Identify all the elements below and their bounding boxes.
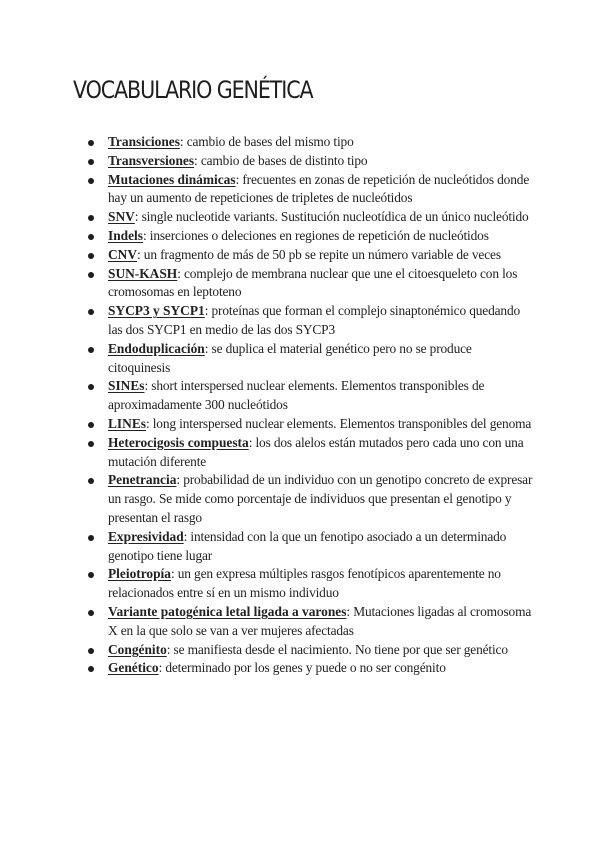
list-item	[86, 471, 536, 527]
vocab-definition: : long interspersed nuclear elements. Elementos transponibles del genoma	[145, 415, 532, 431]
bullet-icon	[88, 140, 94, 146]
vocab-term: SNV	[108, 209, 135, 225]
bullet-icon	[88, 648, 94, 654]
list-item	[86, 528, 536, 566]
list-item	[86, 603, 536, 641]
vocab-term: Indels	[108, 227, 143, 243]
vocab-term: Congénito	[108, 641, 167, 657]
list-item	[86, 133, 536, 152]
list-item	[86, 340, 536, 378]
page-title: VOCABULARIO GENÉTICA	[73, 76, 313, 104]
vocab-term: SUN-KASH	[108, 265, 178, 281]
list-item	[86, 415, 536, 434]
vocab-definition: : los dos alelos están mutados pero cada uno con una mutación diferente	[108, 434, 524, 469]
bullet-icon	[88, 422, 94, 428]
list-item	[86, 227, 536, 246]
vocab-definition: : cambio de bases de distinto tipo	[194, 152, 368, 168]
vocab-definition: : determinado por los genes y puede o no ser congénito	[158, 660, 446, 676]
vocab-definition: : un gen expresa múltiples rasgos fenotípicos aparentemente no relacionados entre sí en un mismo individuo	[108, 566, 501, 601]
bullet-icon	[88, 610, 94, 616]
bullet-icon	[88, 384, 94, 390]
list-item	[86, 659, 536, 678]
vocab-term: Transiciones	[108, 134, 180, 149]
bullet-icon	[88, 272, 94, 278]
vocab-term: Genético	[108, 660, 159, 676]
vocab-term: Penetrancia	[108, 472, 177, 488]
vocabulary-list	[86, 133, 536, 678]
vocab-definition: : single nucleotide variants. Sustitución nucleotídica de un único nucleótido	[134, 209, 529, 225]
vocab-term: Transversiones	[108, 152, 195, 168]
vocab-term: Variante patogénica letal ligada a varones	[108, 603, 347, 619]
list-item	[86, 565, 536, 603]
bullet-icon	[88, 309, 94, 315]
list-item	[86, 171, 536, 209]
vocab-definition: : cambio de bases del mismo tipo	[179, 134, 354, 149]
bullet-icon	[88, 178, 94, 184]
vocab-definition: : proteínas que forman el complejo sinaptonémico quedando las dos SYCP1 en medio de las dos SYCP3	[108, 303, 521, 337]
vocab-term: SYCP3 y SYCP1	[108, 303, 205, 319]
bullet-icon	[88, 572, 94, 578]
list-item	[86, 434, 536, 472]
list-item	[86, 246, 536, 265]
list-item	[86, 152, 536, 171]
bullet-icon	[88, 666, 94, 672]
list-item	[86, 377, 536, 415]
vocab-term: CNV	[108, 246, 138, 262]
vocab-definition: : frecuentes en zonas de repetición de nucleótidos donde hay un aumento de repeticiones de tripletes de nucleótidos	[108, 171, 530, 206]
list-item	[86, 208, 536, 227]
bullet-icon	[88, 441, 94, 447]
bullet-icon	[88, 535, 94, 541]
bullet-icon	[88, 253, 94, 259]
bullet-icon	[88, 478, 94, 484]
vocab-term: Pleiotropía	[108, 566, 171, 582]
list-item	[86, 641, 536, 660]
vocab-definition: : un fragmento de más de 50 pb se repite un número variable de veces	[137, 246, 501, 262]
vocab-term: Expresividad	[108, 528, 184, 544]
vocab-definition: : complejo de membrana nuclear que une el citoesqueleto con los cromosomas en leptoteno	[108, 265, 518, 300]
bullet-icon	[88, 159, 94, 165]
vocab-definition: : Mutaciones ligadas al cromosoma X en la que solo se van a ver mujeres afectadas	[108, 603, 532, 638]
list-item	[86, 265, 536, 303]
vocab-definition: : short interspersed nuclear elements. Elementos transponibles de aproximadamente 300 nucleótidos	[108, 378, 485, 413]
vocab-definition: : intensidad con la que un fenotipo asociado a un determinado genotipo tiene lugar	[108, 528, 507, 563]
vocab-definition: : probabilidad de un individuo con un genotipo concreto de expresar un rasgo. Se mide como porcentaje de individuos que presentan el genotipo y presentan el rasgo	[108, 472, 533, 525]
vocab-term: SINEs	[108, 378, 145, 394]
vocab-term: Endoduplicación	[108, 340, 205, 356]
list-item	[86, 302, 536, 340]
bullet-icon	[88, 234, 94, 240]
vocab-definition: : inserciones o deleciones en regiones de repetición de nucleótidos	[142, 227, 489, 243]
vocab-term: Mutaciones dinámicas	[108, 171, 236, 187]
vocab-term: LINEs	[108, 415, 146, 431]
vocab-definition: : se manifiesta desde el nacimiento. No tiene por que ser genético	[166, 641, 508, 657]
vocab-definition: : se duplica el material genético pero no se produce citoquinesis	[108, 340, 472, 375]
bullet-icon	[88, 215, 94, 221]
bullet-icon	[88, 347, 94, 353]
vocab-term: Heterocigosis compuesta	[108, 434, 249, 450]
